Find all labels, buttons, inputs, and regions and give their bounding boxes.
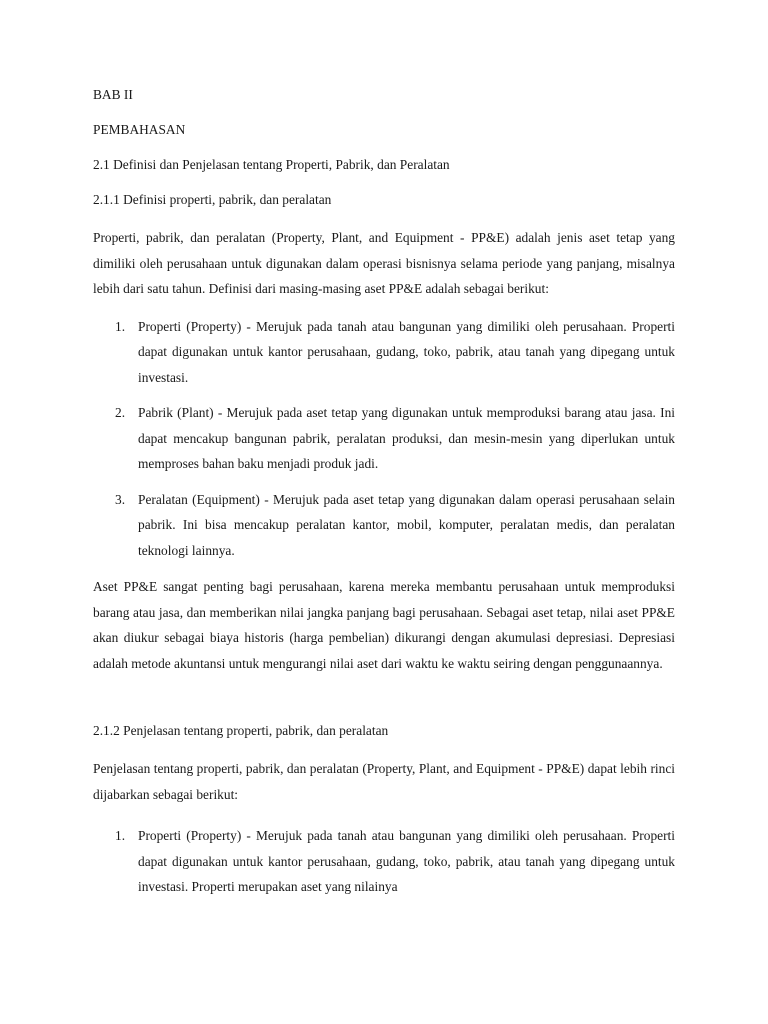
paragraph: Properti, pabrik, dan peralatan (Property, Plant, and Equipment - PP&E) adalah jenis aset tetap yang dimiliki oleh perusahaan untuk digunakan dalam operasi bisnisnya selama periode yang panjang, misalnya lebih dari satu tahun. Definisi dari masing-masing aset PP&E adalah sebagai berikut:: [93, 230, 675, 296]
list-item-number: 3.: [115, 491, 126, 507]
subsection-title: 2.1.2 Penjelasan tentang properti, pabrik, dan peralatan: [93, 723, 389, 738]
list-item-number: 1.: [115, 318, 126, 334]
chapter-title: PEMBAHASAN: [93, 122, 186, 137]
list-item: [93, 823, 675, 900]
list-item: [93, 314, 675, 391]
document-page: [93, 86, 675, 910]
list-item-text: Peralatan (Equipment) - Merujuk pada aset tetap yang digunakan dalam operasi perusahaan selain pabrik. Ini bisa mencakup peralatan kantor, mobil, komputer, peralatan medis, dan peralatan teknologi lainnya.: [138, 491, 675, 558]
explanation-list: [93, 823, 675, 900]
paragraph: Aset PP&E sangat penting bagi perusahaan, karena mereka membantu perusahaan untuk memproduksi barang atau jasa, dan memberikan nilai jangka panjang bagi perusahaan. Sebagai aset tetap, nilai aset PP&E akan diukur sebagai biaya historis (harga pembelian) dikurangi dengan akumulasi depresiasi. Depresiasi adalah metode akuntansi untuk mengurangi nilai aset dari waktu ke waktu seiring dengan penggunaannya.: [93, 579, 675, 671]
list-item-text: Properti (Property) - Merujuk pada tanah atau bangunan yang dimiliki oleh perusahaan. Properti dapat digunakan untuk kantor perusahaan, gudang, toko, pabrik, atau tanah yang dipegang untuk investasi. Properti merupakan aset yang nilainya: [138, 828, 675, 894]
list-item: [93, 400, 675, 477]
paragraph: Penjelasan tentang properti, pabrik, dan peralatan (Property, Plant, and Equipment - PP&E) dapat lebih rinci dijabarkan sebagai berikut:: [93, 761, 675, 802]
definition-list: [93, 314, 675, 564]
list-item-text: Pabrik (Plant) - Merujuk pada aset tetap yang digunakan untuk memproduksi barang atau jasa. Ini dapat mencakup bangunan pabrik, peralatan produksi, dan mesin-mesin yang diperlukan untuk memproses bahan baku menjadi produk jadi.: [138, 405, 675, 471]
list-item-number: 2.: [115, 405, 126, 420]
chapter-label: BAB II: [93, 87, 133, 102]
list-item: [93, 487, 675, 564]
section-title: 2.1 Definisi dan Penjelasan tentang Properti, Pabrik, dan Peralatan: [93, 157, 450, 172]
subsection-title: 2.1.1 Definisi properti, pabrik, dan peralatan: [93, 192, 332, 207]
list-item-number: 1.: [115, 828, 126, 843]
list-item-text: Properti (Property) - Merujuk pada tanah atau bangunan yang dimiliki oleh perusahaan. Properti dapat digunakan untuk kantor perusahaan, gudang, toko, pabrik, atau tanah yang dipegang untuk investasi.: [138, 318, 675, 385]
